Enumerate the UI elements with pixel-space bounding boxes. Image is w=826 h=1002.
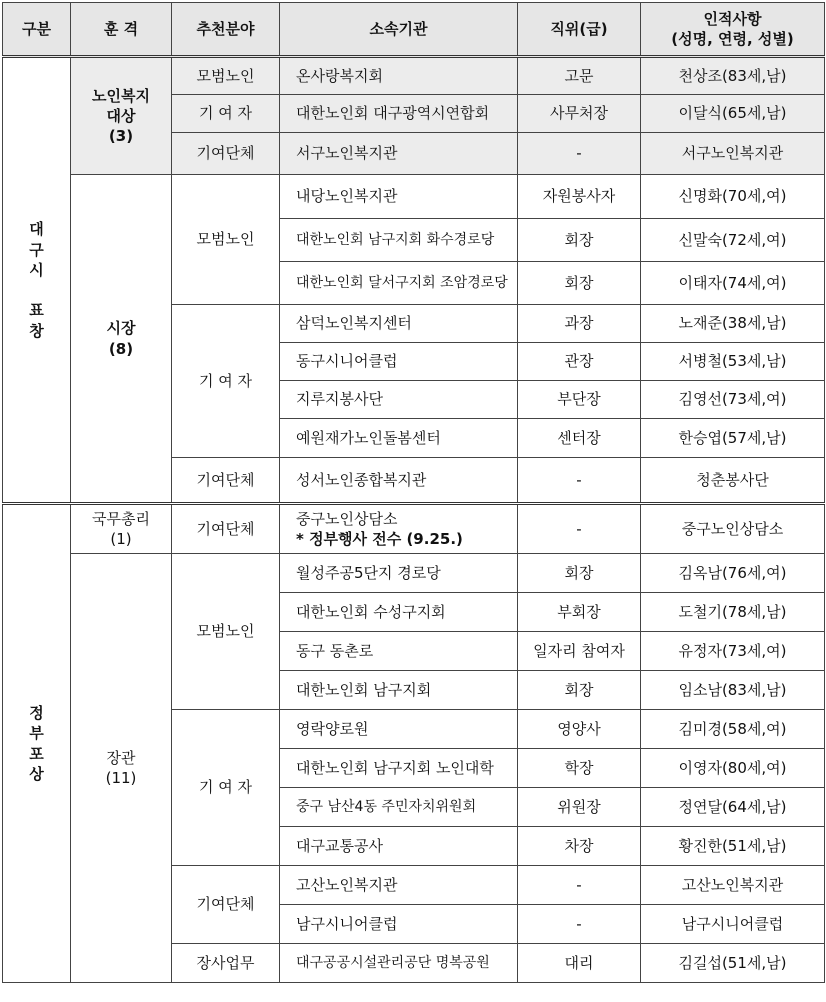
position-cell: 자원봉사자 xyxy=(518,175,641,219)
person-cell: 이태자(74세,여) xyxy=(641,262,825,305)
person-cell: 김미경(58세,여) xyxy=(641,710,825,749)
honor-minister: 장관 (11) xyxy=(71,554,172,983)
table-row xyxy=(3,57,825,95)
header-row xyxy=(3,3,825,57)
honor-mayor: 시장 (8) xyxy=(71,175,172,504)
org-cell: 대한노인회 대구광역시연합회 xyxy=(280,95,518,133)
position-cell: 영양사 xyxy=(518,710,641,749)
org-cell: 대구교통공사 xyxy=(280,827,518,866)
position-cell: 일자리 참여자 xyxy=(518,632,641,671)
section-gov: 정 부 포 상 xyxy=(3,504,71,983)
position-cell: 관장 xyxy=(518,343,641,381)
header-person-title: 인적사항 xyxy=(703,9,762,28)
org-cell xyxy=(280,504,518,554)
org-cell: 대한노인회 달서구지회 조암경로당 xyxy=(280,262,518,305)
person-cell: 신말숙(72세,여) xyxy=(641,219,825,262)
person-cell: 서구노인복지관 xyxy=(641,133,825,175)
person-cell: 남구시니어클럽 xyxy=(641,905,825,944)
org-cell: 대한노인회 남구지회 화수경로당 xyxy=(280,219,518,262)
header-division: 구분 xyxy=(3,3,71,57)
person-cell: 노재준(38세,남) xyxy=(641,305,825,343)
field-cell: 기 여 자 xyxy=(172,305,280,458)
org-cell: 대구공공시설관리공단 명복공원 xyxy=(280,944,518,983)
org-cell: 온사랑복지회 xyxy=(280,57,518,95)
person-cell: 청춘봉사단 xyxy=(641,458,825,504)
field-cell: 기여단체 xyxy=(172,133,280,175)
field-cell: 기여단체 xyxy=(172,504,280,554)
org-cell: 예원재가노인돌봄센터 xyxy=(280,419,518,458)
org-cell: 동구시니어클럽 xyxy=(280,343,518,381)
position-cell: 고문 xyxy=(518,57,641,95)
org-cell: 대한노인회 남구지회 노인대학 xyxy=(280,749,518,788)
field-cell: 모범노인 xyxy=(172,57,280,95)
org-cell: 월성주공5단지 경로당 xyxy=(280,554,518,593)
section-daegu: 대 구 시 표 창 xyxy=(3,57,71,504)
table-row xyxy=(3,175,825,219)
org-cell: 서구노인복지관 xyxy=(280,133,518,175)
org-cell: 고산노인복지관 xyxy=(280,866,518,905)
person-cell: 중구노인상담소 xyxy=(641,504,825,554)
header-person-sub: (성명, 연령, 성별) xyxy=(671,30,794,48)
position-cell: - xyxy=(518,458,641,504)
honor-elder-welfare: 노인복지 대상 (3) xyxy=(71,57,172,175)
position-cell: 학장 xyxy=(518,749,641,788)
field-cell: 기 여 자 xyxy=(172,710,280,866)
table-row xyxy=(3,504,825,554)
org-cell: 지루지봉사단 xyxy=(280,381,518,419)
header-org: 소속기관 xyxy=(280,3,518,57)
org-cell: 동구 동촌로 xyxy=(280,632,518,671)
position-cell: 사무처장 xyxy=(518,95,641,133)
person-cell: 김길섭(51세,남) xyxy=(641,944,825,983)
position-cell: 회장 xyxy=(518,554,641,593)
person-cell: 김옥남(76세,여) xyxy=(641,554,825,593)
position-cell: - xyxy=(518,866,641,905)
field-cell: 기여단체 xyxy=(172,458,280,504)
person-cell: 이달식(65세,남) xyxy=(641,95,825,133)
honor-pm: 국무총리 (1) xyxy=(71,504,172,554)
field-cell: 모범노인 xyxy=(172,554,280,710)
person-cell: 유정자(73세,여) xyxy=(641,632,825,671)
person-cell: 천상조(83세,남) xyxy=(641,57,825,95)
table-row xyxy=(3,554,825,593)
org-cell: 중구 남산4동 주민자치위원회 xyxy=(280,788,518,827)
person-cell: 서병철(53세,남) xyxy=(641,343,825,381)
position-cell: - xyxy=(518,504,641,554)
position-cell: 부회장 xyxy=(518,593,641,632)
field-cell: 모범노인 xyxy=(172,175,280,305)
position-cell: - xyxy=(518,905,641,944)
org-cell: 남구시니어클럽 xyxy=(280,905,518,944)
org-cell: 성서노인종합복지관 xyxy=(280,458,518,504)
person-cell: 신명화(70세,여) xyxy=(641,175,825,219)
position-cell: 과장 xyxy=(518,305,641,343)
position-cell: 회장 xyxy=(518,262,641,305)
position-cell: - xyxy=(518,133,641,175)
org-cell: 내당노인복지관 xyxy=(280,175,518,219)
position-cell: 부단장 xyxy=(518,381,641,419)
person-cell: 한승엽(57세,남) xyxy=(641,419,825,458)
position-cell: 차장 xyxy=(518,827,641,866)
header-field: 추천분야 xyxy=(172,3,280,57)
org-cell: 삼덕노인복지센터 xyxy=(280,305,518,343)
field-cell: 기여단체 xyxy=(172,866,280,944)
header-honor: 훈 격 xyxy=(71,3,172,57)
position-cell: 회장 xyxy=(518,671,641,710)
org-cell: 영락양로원 xyxy=(280,710,518,749)
person-cell: 고산노인복지관 xyxy=(641,866,825,905)
field-cell: 기 여 자 xyxy=(172,95,280,133)
person-cell: 이영자(80세,여) xyxy=(641,749,825,788)
org-cell: 대한노인회 수성구지회 xyxy=(280,593,518,632)
header-person xyxy=(641,3,825,57)
org-note: * 정부행사 전수 (9.25.) xyxy=(296,530,463,548)
person-cell: 정연달(64세,남) xyxy=(641,788,825,827)
position-cell: 대리 xyxy=(518,944,641,983)
person-cell: 도철기(78세,남) xyxy=(641,593,825,632)
org-cell: 대한노인회 남구지회 xyxy=(280,671,518,710)
position-cell: 센터장 xyxy=(518,419,641,458)
field-cell: 장사업무 xyxy=(172,944,280,983)
position-cell: 회장 xyxy=(518,219,641,262)
award-table xyxy=(2,2,825,983)
org-name: 중구노인상담소 xyxy=(296,509,398,528)
position-cell: 위원장 xyxy=(518,788,641,827)
person-cell: 임소남(83세,남) xyxy=(641,671,825,710)
person-cell: 황진한(51세,남) xyxy=(641,827,825,866)
person-cell: 김영선(73세,여) xyxy=(641,381,825,419)
header-position: 직위(급) xyxy=(518,3,641,57)
